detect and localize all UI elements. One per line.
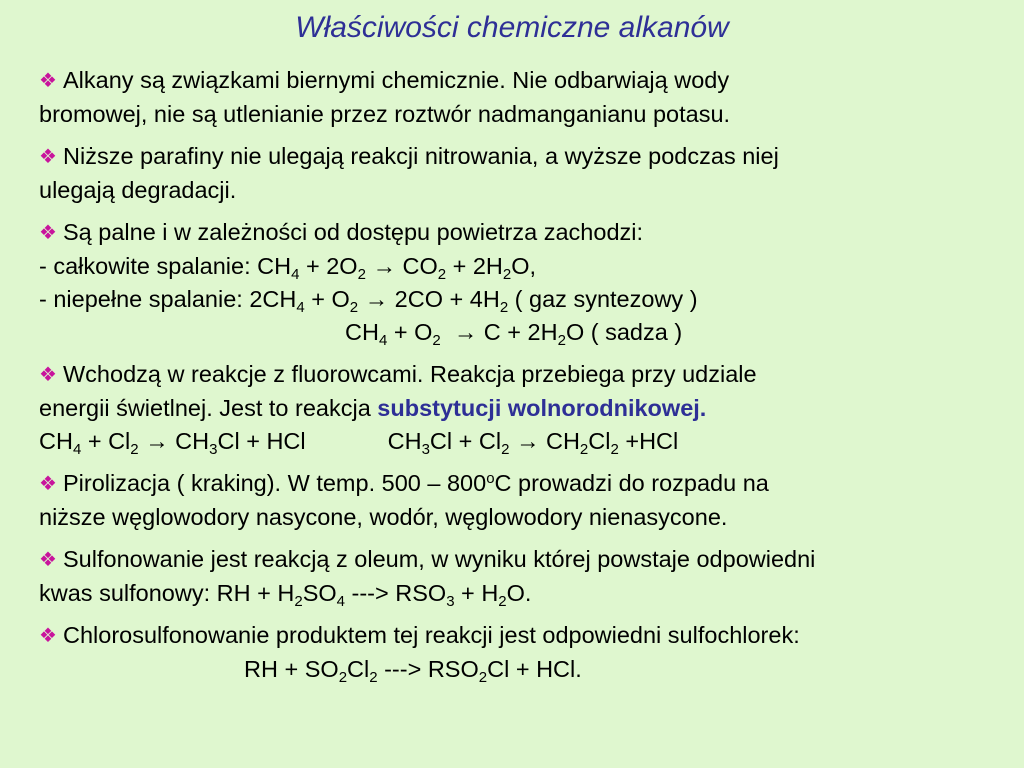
diamond-bullet-icon: ❖: [39, 70, 57, 92]
paragraph-halogenation: ❖ Wchodzą w reakcje z fluorowcami. Reakcja przebiega przy udziale energii świetlnej. Jest to reakcja substytucji wolnorodnikowej. $CH_4 + Cl_2 \to CH_3Cl$ + HCl $CH_3Cl + Cl_2 \to CH_2Cl_2 +HCl$: [39, 358, 999, 458]
paragraph-combustion: ❖ Są palne i w zależności od dostępu powietrza zachodzi: - całkowite spalanie: $CH_4 + 2O_2 \to CO_2 + 2H_2O$, - niepełne spalanie: $2CH_4 + O_2 \to 2CO + 4H_2$ ( gaz syntezowy ) $CH_4 + O_2 \to C + 2H_2O$ ( sadza ): [39, 216, 999, 349]
equation-chlorosulfonation: RH + $SO_2Cl_2$ ---> $RSO_2Cl$ + HCl.: [244, 656, 582, 686]
diamond-bullet-icon: ❖: [39, 146, 57, 168]
paragraph-pyrolysis: ❖ Pirolizacja ( kraking). W temp. 500 – 800$^o$C prowadzi do rozpadu na niższe węglowodory nasycone, wodór, węglowodory nienasycone.: [39, 470, 769, 530]
equation-complete-combustion: - całkowite spalanie: $CH_4 + 2O_2 \to CO_2 + 2H_2O$,: [39, 253, 537, 283]
equation-sulfonation: kwas sulfonowy: RH + $H_2SO_4$ ---> $RSO_3 + H_2O$.: [39, 580, 532, 610]
paragraph-nitration: ❖ Niższe parafiny nie ulegają reakcji nitrowania, a wyższe podczas niej ulegają degradacji.: [39, 143, 779, 203]
equation-incomplete-combustion-co: - niepełne spalanie: $2CH_4 + O_2 \to 2CO + 4H_2$ ( gaz syntezowy ): [39, 286, 698, 316]
highlight-term: substytucji wolnorodnikowej.: [377, 395, 707, 421]
equation-chlorination: $CH_4 + Cl_2 \to CH_3Cl$ + HCl $CH_3Cl + Cl_2 \to CH_2Cl_2 +HCl$: [39, 428, 679, 458]
paragraph-sulfonation: ❖ Sulfonowanie jest reakcją z oleum, w wyniku której powstaje odpowiedni kwas sulfonowy: RH + $H_2SO_4$ ---> $RSO_3 + H_2O$.: [39, 543, 999, 610]
paragraph-chlorosulfonation: ❖ Chlorosulfonowanie produktem tej reakcji jest odpowiedni sulfochlorek: RH + $SO_2Cl_2$ ---> $RSO_2Cl$ + HCl.: [39, 619, 999, 686]
paragraph-inertness: ❖ Alkany są związkami biernymi chemicznie. Nie odbarwiają wody bromowej, nie są utlenianie przez roztwór nadmanganianu potasu.: [39, 67, 731, 127]
equation-incomplete-combustion-soot: $CH_4 + O_2 \to C + 2H_2O$ ( sadza ): [345, 319, 683, 349]
diamond-bullet-icon: ❖: [39, 364, 57, 386]
diamond-bullet-icon: ❖: [39, 549, 57, 571]
slide-title: Właściwości chemiczne alkanów: [295, 11, 729, 44]
diamond-bullet-icon: ❖: [39, 473, 57, 495]
diamond-bullet-icon: ❖: [39, 625, 57, 647]
slide-body: [39, 64, 999, 695]
diamond-bullet-icon: ❖: [39, 222, 57, 244]
